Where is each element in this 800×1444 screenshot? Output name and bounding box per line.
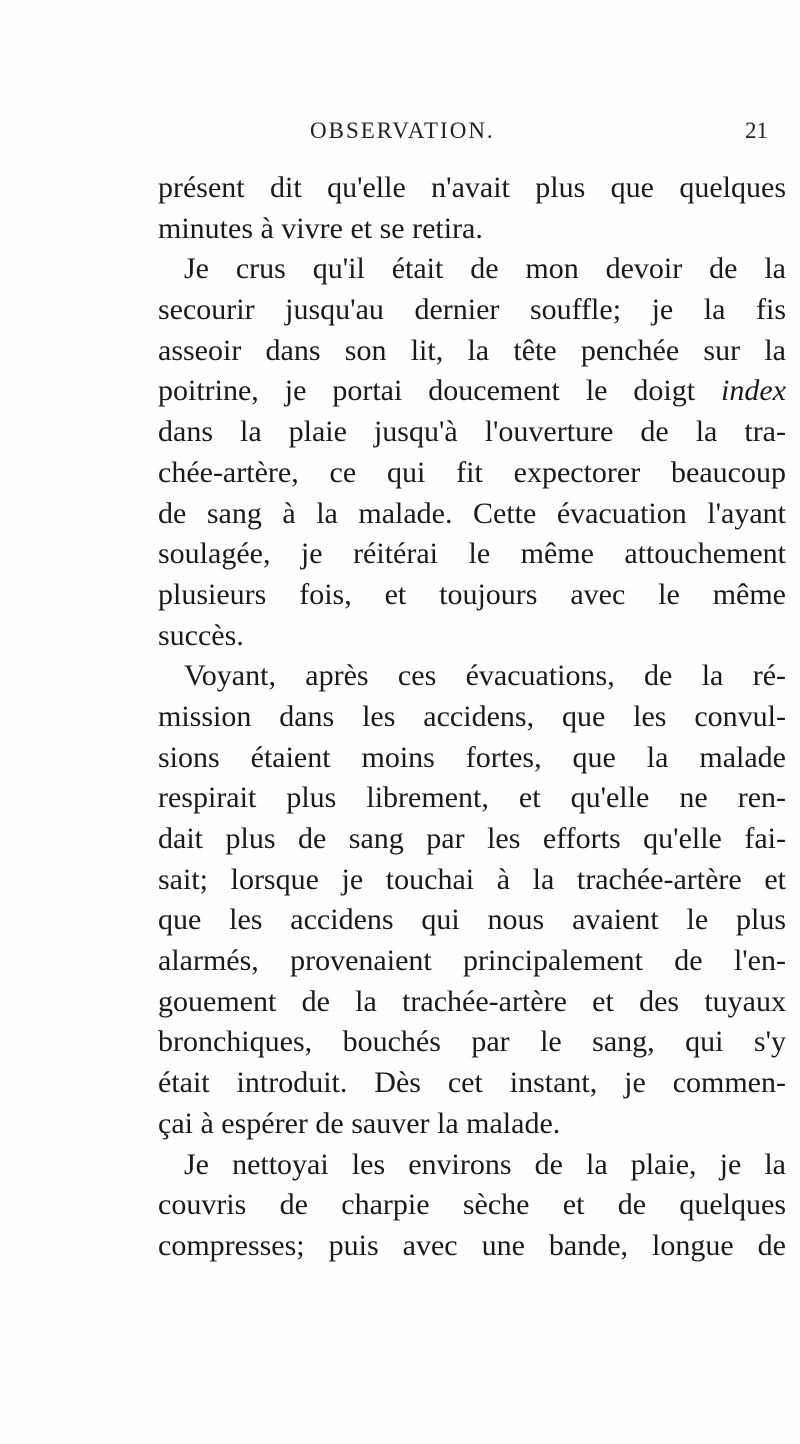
- text-line: présent dit qu'elle n'avait plus que quelques: [158, 171, 786, 204]
- paragraph-start-line: Voyant, après ces évacuations, de la ré-: [184, 659, 786, 693]
- text-line: [158, 371, 786, 412]
- text-line: était introduit. Dès cet instant, je commen-: [158, 1066, 786, 1100]
- text-line: sions étaient moins fortes, que la malade: [158, 740, 786, 774]
- text-line: sait; lorsque je touchai à la trachée-artère et: [158, 862, 786, 896]
- paragraph-start-line: Je crus qu'il était de mon devoir de la: [184, 252, 786, 286]
- text-line: asseoir dans son lit, la tête penchée sur la: [158, 333, 786, 367]
- text-line: chée-artère, ce qui fit expectorer beaucoup: [158, 455, 786, 489]
- italic-word: index: [721, 374, 786, 408]
- text-line: çai à espérer de sauver la malade.: [158, 1106, 561, 1140]
- line-text: poitrine, je portai doucement le doigt: [158, 374, 722, 408]
- text-line: mission dans les accidens, que les convul-: [158, 699, 786, 733]
- text-line: succès.: [158, 618, 244, 652]
- paragraph-start-line: Je nettoyai les environs de la plaie, je la: [184, 1147, 786, 1181]
- page-number: 21: [745, 118, 768, 143]
- text-line: couvris de charpie sèche et de quelques: [158, 1188, 786, 1222]
- text-line: bronchiques, bouchés par le sang, qui s'y: [158, 1025, 786, 1059]
- text-line: alarmés, provenaient principalement de l'en-: [158, 944, 786, 978]
- text-line: de sang à la malade. Cette évacuation l'ayant: [158, 496, 786, 530]
- text-line: compresses; puis avec une bande, longue de: [158, 1228, 786, 1262]
- text-line: soulagée, je réitérai le même attouchement: [158, 537, 786, 571]
- text-line: dait plus de sang par les efforts qu'elle fai-: [158, 822, 786, 855]
- body-text: [158, 168, 786, 1267]
- text-line: respirait plus librement, et qu'elle ne ren-: [158, 781, 786, 815]
- text-line: plusieurs fois, et toujours avec le même: [158, 577, 786, 611]
- text-line: dans la plaie jusqu'à l'ouverture de la tra-: [158, 415, 786, 449]
- text-line: secourir jusqu'au dernier souffle; je la fis: [158, 293, 786, 327]
- text-line: que les accidens qui nous avaient le plus: [158, 903, 786, 937]
- running-title: OBSERVATION.: [310, 118, 495, 143]
- running-head: [0, 118, 800, 148]
- text-line: minutes à vivre et se retira.: [158, 211, 483, 245]
- text-line: gouement de la trachée-artère et des tuyaux: [158, 984, 786, 1018]
